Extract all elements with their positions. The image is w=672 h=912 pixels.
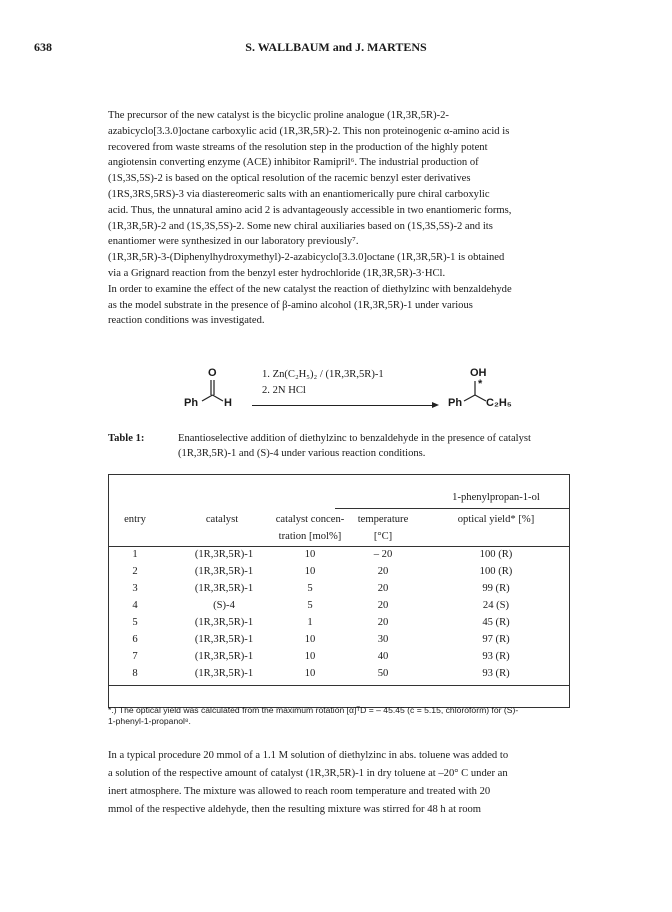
text-line: acid. Thus, the unnatural amino acid 2 is advantageously accessible in two enantiomeric forms, <box>108 204 512 216</box>
page-header <box>0 40 672 58</box>
cell-entry: 2 <box>132 566 138 577</box>
reactant-oxygen: O <box>208 367 217 379</box>
reaction-arrow <box>252 405 436 406</box>
text-line: mmol of the respective aldehyde, then the resulting mixture was stirred for 48 h at room <box>108 804 482 815</box>
table-row <box>109 600 569 615</box>
text-line: azabicyclo[3.3.0]octane carboxylic acid (1R,3R,5R)-2. This non proteinogenic α-amino acid is <box>108 125 510 137</box>
body-text <box>108 108 568 329</box>
table-row <box>109 566 569 581</box>
header-temperature-1: temperature <box>357 514 409 525</box>
cell-yield: 93 (R) <box>482 651 510 662</box>
cell-catalyst: (S)-4 <box>213 600 235 611</box>
cell-yield: 97 (R) <box>482 634 510 645</box>
text-line: (1RS,3RS,5RS)-3 via diastereomeric salts with an enantiomerically pure chiral carboxylic <box>108 188 490 200</box>
condition-step2: 2. 2N HCl <box>262 385 306 396</box>
product-hydroxyl: OH <box>470 367 487 379</box>
cell-catalyst: (1R,3R,5R)-1 <box>194 668 254 679</box>
footnote-line: 1-phenyl-1-propanol⁸. <box>108 716 191 726</box>
cell-temperature: 30 <box>377 634 389 645</box>
cell-concentration: 5 <box>307 600 313 611</box>
text-line: In a typical procedure 20 mmol of a 1.1 M solution of diethylzinc in abs. toluene was added to <box>108 750 509 761</box>
cell-temperature: 20 <box>377 566 389 577</box>
cell-entry: 7 <box>132 651 138 662</box>
text-line: inert atmosphere. The mixture was allowed to reach room temperature and treated with 20 <box>108 786 491 797</box>
cell-entry: 1 <box>132 549 138 560</box>
cell-temperature: 20 <box>377 600 389 611</box>
cell-entry: 3 <box>132 583 138 594</box>
product-ethyl: C₂H₅ <box>486 397 512 409</box>
cell-temperature: – 20 <box>373 549 393 560</box>
cell-catalyst: (1R,3R,5R)-1 <box>194 651 254 662</box>
cell-temperature: 20 <box>377 617 389 628</box>
text-line: reaction conditions was investigated. <box>108 315 265 327</box>
cell-catalyst: (1R,3R,5R)-1 <box>194 583 254 594</box>
footnote-line: *.) The optical yield was calculated from the maximum rotation [α]ᵀD = – 45.45 (c = 5.15, chloroform) for (S)- <box>108 705 519 715</box>
text-line: (1R,3R,5R)-2 and (1S,3S,5S)-2. Some new chiral auxiliaries based on (1S,3S,5S)-2 and its <box>108 220 493 232</box>
cell-temperature: 40 <box>377 651 389 662</box>
text-line: enantiomer were synthesized in our laboratory previously⁷. <box>108 236 359 248</box>
cell-concentration: 10 <box>304 634 316 645</box>
text-line: (1S,3S,5S)-2 is based on the optical resolution of the racemic benzyl ester derivatives <box>108 173 471 185</box>
reaction-scheme <box>180 367 520 413</box>
group-header: 1-phenylpropan-1-ol <box>452 492 540 503</box>
cell-entry: 5 <box>132 617 138 628</box>
cell-concentration: 10 <box>304 566 316 577</box>
caption-line-2: (1R,3R,5R)-1 and (S)-4 under various reaction conditions. <box>178 448 426 459</box>
caption-line-1: Enantioselective addition of diethylzinc to benzaldehyde in the presence of catalyst <box>178 433 531 444</box>
table-row <box>109 634 569 649</box>
running-title: S. WALLBAUM and J. MARTENS <box>245 40 427 54</box>
cell-yield: 45 (R) <box>482 617 510 628</box>
cell-concentration: 1 <box>307 617 313 628</box>
condition-step1: 1. Zn(C₂H₅)₂ / (1R,3R,5R)-1 <box>262 369 384 380</box>
cell-yield: 100 (R) <box>479 566 513 577</box>
reaction-arrowhead <box>432 402 439 408</box>
table-bottom-rule <box>109 685 569 686</box>
header-catalyst: catalyst <box>205 514 239 525</box>
results-table <box>108 474 570 708</box>
cell-concentration: 10 <box>304 549 316 560</box>
text-line: The precursor of the new catalyst is the bicyclic proline analogue (1R,3R,5R)-2- <box>108 110 449 121</box>
cell-catalyst: (1R,3R,5R)-1 <box>194 617 254 628</box>
procedure-paragraph <box>108 747 568 819</box>
table-footnote <box>108 705 568 727</box>
header-temperature-2: [°C] <box>373 531 393 542</box>
table-row <box>109 583 569 598</box>
cell-yield: 100 (R) <box>479 549 513 560</box>
text-line: a solution of the respective amount of catalyst (1R,3R,5R)-1 in dry toluene at –20° C under an <box>108 768 508 779</box>
reactant-phenyl: Ph <box>184 397 199 409</box>
cell-entry: 4 <box>132 600 138 611</box>
header-entry: entry <box>124 514 146 525</box>
header-optical-yield: optical yield* [%] <box>457 514 535 525</box>
page-number: 638 <box>34 40 52 54</box>
table-row <box>109 668 569 683</box>
cell-temperature: 20 <box>377 583 389 594</box>
header-concentration-1: catalyst concen- <box>275 514 345 525</box>
cell-yield: 24 (S) <box>482 600 510 611</box>
text-line: In order to examine the effect of the new catalyst the reaction of diethylzinc with benzaldehyde <box>108 283 512 295</box>
cell-catalyst: (1R,3R,5R)-1 <box>194 566 254 577</box>
header-rule <box>109 546 569 547</box>
group-header-rule <box>335 508 569 509</box>
text-line: (1R,3R,5R)-3-(Diphenylhydroxymethyl)-2-azabicyclo[3.3.0]octane (1R,3R,5R)-1 is obtained <box>108 252 505 264</box>
table-row <box>109 617 569 632</box>
cell-concentration: 10 <box>304 651 316 662</box>
cell-yield: 93 (R) <box>482 668 510 679</box>
cell-concentration: 5 <box>307 583 313 594</box>
table-row <box>109 651 569 666</box>
cell-entry: 6 <box>132 634 138 645</box>
cell-entry: 8 <box>132 668 138 679</box>
reactant-hydrogen: H <box>224 397 232 409</box>
text-line: recovered from waste streams of the resolution step in the production of the highly potent <box>108 141 488 153</box>
cell-catalyst: (1R,3R,5R)-1 <box>194 634 254 645</box>
table-label: Table 1: <box>108 433 145 444</box>
table-caption <box>108 431 568 461</box>
cell-concentration: 10 <box>304 668 316 679</box>
text-line: as the model substrate in the presence of β-amino alcohol (1R,3R,5R)-1 under various <box>108 299 473 311</box>
cell-yield: 99 (R) <box>482 583 510 594</box>
product-stereocenter-star: * <box>478 378 483 390</box>
table-row <box>109 549 569 564</box>
text-line: via a Grignard reaction from the benzyl ester hydrochloride (1R,3R,5R)-3·HCl. <box>108 267 446 279</box>
product-phenyl: Ph <box>448 397 463 409</box>
text-line: angiotensin converting enzyme (ACE) inhibitor Ramipril⁶. The industrial production of <box>108 157 479 169</box>
header-concentration-2: tration [mol%] <box>278 531 342 542</box>
cell-temperature: 50 <box>377 668 389 679</box>
cell-catalyst: (1R,3R,5R)-1 <box>194 549 254 560</box>
